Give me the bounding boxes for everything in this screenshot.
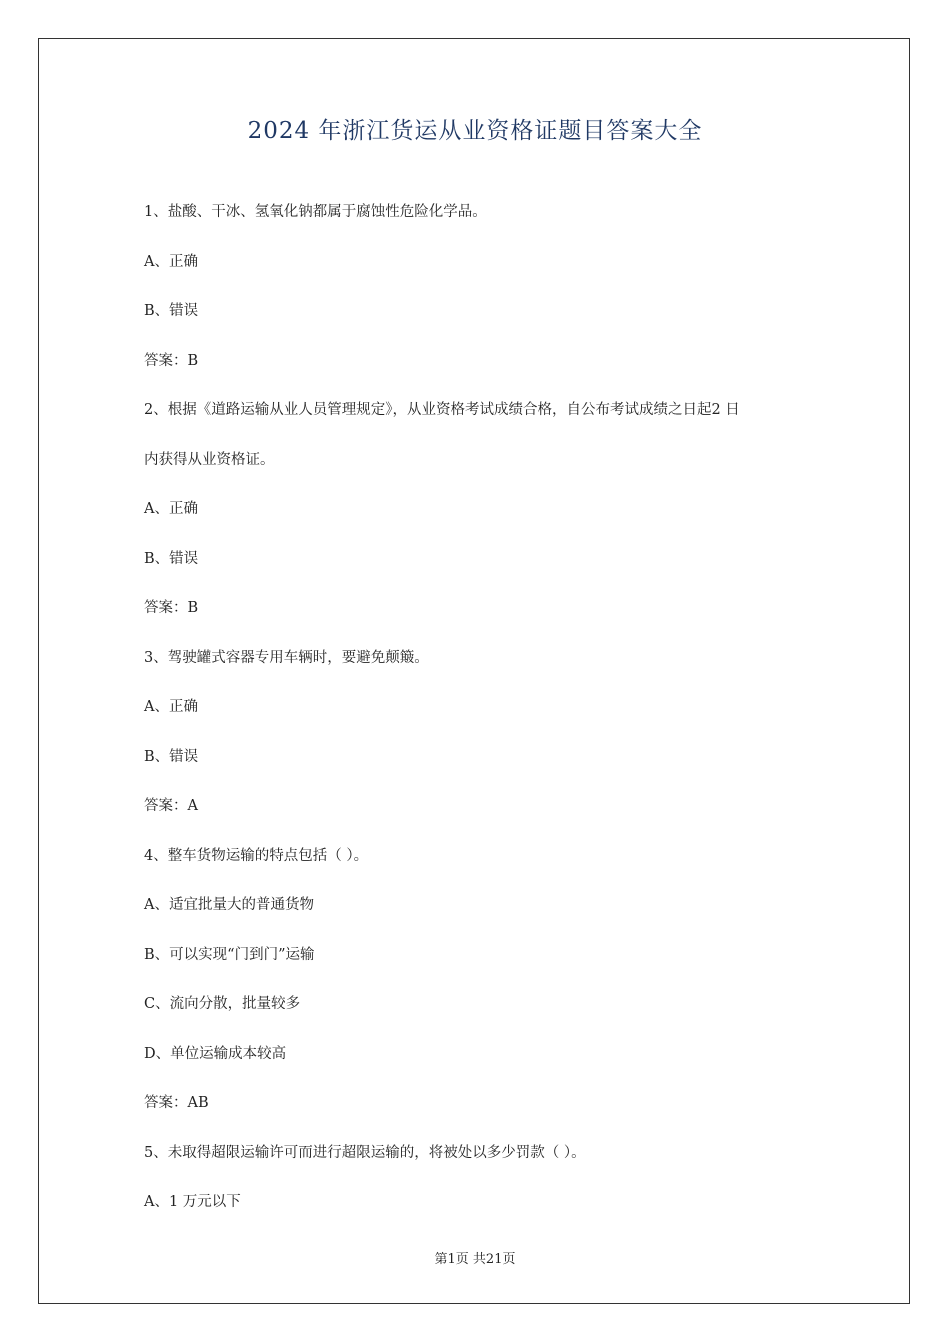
question-4-answer: 答案：AB	[144, 1095, 209, 1111]
question-4-option-c: C、流向分散，批量较多	[144, 996, 301, 1012]
question-2-option-b: B、错误	[144, 550, 199, 567]
question-4-text: 4、整车货物运输的特点包括（ ）。	[144, 847, 369, 864]
question-3-option-a: A、正确	[144, 699, 198, 715]
question-2-option-a: A、正确	[144, 501, 198, 517]
question-1-answer: 答案：B	[144, 352, 199, 369]
question-1-text: 1、盐酸、干冰、氢氧化钠都属于腐蚀性危险化学品。	[144, 204, 487, 220]
question-2-text-continued: 内获得从业资格证。	[144, 451, 275, 468]
page-footer: 第1页 共21页	[434, 1252, 516, 1267]
question-4-option-b: B、可以实现“门到门”运输	[144, 946, 315, 963]
question-5-option-a: A、1 万元以下	[144, 1194, 241, 1210]
question-3-answer: 答案：A	[144, 798, 198, 814]
question-1-option-a: A、正确	[144, 253, 198, 270]
question-4-option-d: D、单位运输成本较高	[144, 1045, 287, 1062]
document-body	[144, 200, 824, 1240]
question-2-text: 2、根据《道路运输从业人员管理规定》，从业资格考试成绩合格，自公布考试成绩之日起2 日	[144, 402, 740, 418]
document-title: 2024 年浙江货运从业资格证题目答案大全	[247, 118, 703, 144]
question-3-option-b: B、错误	[144, 748, 199, 765]
question-5-text: 5、未取得超限运输许可而进行超限运输的，将被处以多少罚款（ ）。	[144, 1144, 586, 1161]
question-3-text: 3、驾驶罐式容器专用车辆时，要避免颠簸。	[144, 649, 429, 666]
question-1-option-b: B、错误	[144, 303, 199, 319]
question-4-option-a: A、适宜批量大的普通货物	[144, 897, 314, 913]
question-2-answer: 答案：B	[144, 600, 199, 616]
